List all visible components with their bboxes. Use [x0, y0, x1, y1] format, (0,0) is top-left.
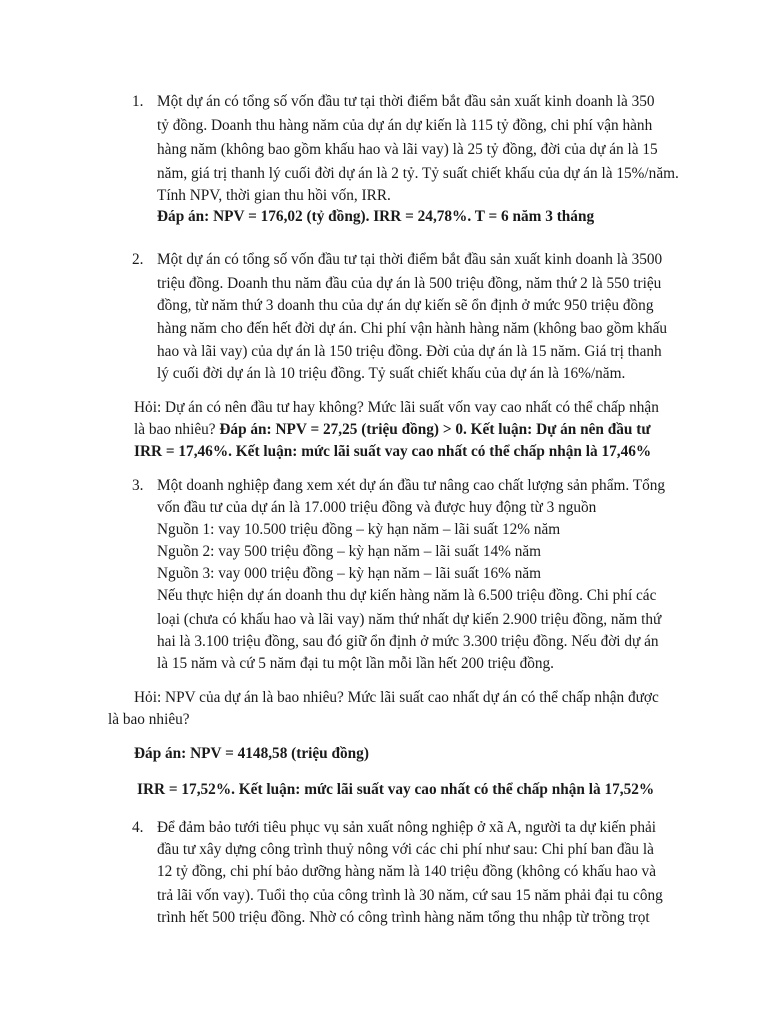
- problem-number: 2.: [132, 251, 144, 268]
- problem-text-line: năm, giá trị thanh lý cuối đời dự án là 2 tỷ. Tỷ suất chiết khấu của dự án là 15%/năm.: [157, 165, 679, 182]
- problem-text-line: hàng năm cho đến hết đời dự án. Chi phí vận hành hàng năm (không bao gồm khấu: [157, 320, 668, 337]
- problem-text-line: vốn đầu tư của dự án là 17.000 triệu đồng và được huy động từ 3 nguồn: [157, 499, 597, 516]
- problem-text-line: đầu tư xây dựng công trình thuỷ nông với các chi phí như sau: Chi phí ban đầu là: [157, 841, 654, 858]
- question-line: Hỏi: Dự án có nên đầu tư hay không? Mức lãi suất vốn vay cao nhất có thể chấp nhận: [134, 399, 659, 416]
- problem-text-line: hai là 3.100 triệu đồng, sau đó giữ ổn định ở mức 3.300 triệu đồng. Nếu đời dự án: [157, 633, 659, 650]
- answer-line: Đáp án: NPV = 176,02 (tỷ đồng). IRR = 24,78%. T = 6 năm 3 tháng: [157, 208, 595, 225]
- problem-text-line: Nếu thực hiện dự án doanh thu dự kiến hàng năm là 6.500 triệu đồng. Chi phí các: [157, 587, 657, 604]
- answer-text: Đáp án: NPV = 27,25 (triệu đồng) > 0. Kết luận: Dự án nên đầu tư: [219, 421, 651, 438]
- problem-text-line: Một dự án có tổng số vốn đầu tư tại thời điểm bắt đầu sản xuất kinh doanh là 350: [157, 93, 655, 110]
- problem-text-line: Nguồn 2: vay 500 triệu đồng – kỳ hạn năm – lãi suất 14% năm: [157, 543, 542, 560]
- problem-number: 4.: [132, 819, 144, 836]
- problem-text-line: 12 tỷ đồng, chi phí bảo dưỡng hàng năm là 140 triệu đồng (không có khấu hao và: [157, 863, 656, 880]
- question-line: Hỏi: NPV của dự án là bao nhiêu? Mức lãi suất cao nhất dự án có thể chấp nhận được: [134, 689, 659, 706]
- problem-text-line: tỷ đồng. Doanh thu hàng năm của dự án dự kiến là 115 tỷ đồng, chi phí vận hành: [157, 117, 653, 134]
- problem-text-line: triệu đồng. Doanh thu năm đầu của dự án là 500 triệu đồng, năm thứ 2 là 550 triệu: [157, 275, 662, 292]
- problem-text-line: Tính NPV, thời gian thu hồi vốn, IRR.: [157, 187, 391, 204]
- problem-text-line: đồng, từ năm thứ 3 doanh thu của dự án dự kiến sẽ ổn định ở mức 950 triệu đồng: [157, 297, 654, 314]
- answer-line: IRR = 17,52%. Kết luận: mức lãi suất vay cao nhất có thể chấp nhận là 17,52%: [137, 781, 655, 798]
- problem-text-line: Để đảm bảo tưới tiêu phục vụ sản xuất nông nghiệp ở xã A, người ta dự kiến phải: [157, 819, 657, 836]
- problem-text-line: Một dự án có tổng số vốn đầu tư tại thời điểm bắt đầu sản xuất kinh doanh là 3500: [157, 251, 663, 268]
- problem-text-line: là 15 năm và cứ 5 năm đại tu một lần mỗi lần hết 200 triệu đồng.: [157, 655, 555, 672]
- question-text: là bao nhiêu?: [134, 421, 220, 438]
- problem-text-line: lý cuối đời dự án là 10 triệu đồng. Tỷ suất chiết khấu của dự án là 16%/năm.: [157, 365, 626, 382]
- problem-text-line: Nguồn 3: vay 000 triệu đồng – kỳ hạn năm – lãi suất 16% năm: [157, 565, 542, 582]
- answer-line: IRR = 17,46%. Kết luận: mức lãi suất vay cao nhất có thể chấp nhận là 17,46%: [134, 443, 652, 460]
- problem-text-line: trình hết 500 triệu đồng. Nhờ có công trình hàng năm tổng thu nhập từ trồng trọt: [157, 909, 650, 926]
- question-line: là bao nhiêu?: [108, 711, 190, 728]
- problem-number: 1.: [132, 93, 144, 110]
- problem-text-line: loại (chưa có khấu hao và lãi vay) năm thứ nhất dự kiến 2.900 triệu đồng, năm thứ: [157, 611, 662, 628]
- problem-text-line: Một doanh nghiệp đang xem xét dự án đầu tư nâng cao chất lượng sản phẩm. Tổng: [157, 477, 666, 494]
- answer-line: Đáp án: NPV = 4148,58 (triệu đồng): [134, 745, 369, 762]
- problem-text-line: trả lãi vốn vay). Tuổi thọ của công trình là 30 năm, cứ sau 15 năm phải đại tu công: [157, 887, 663, 904]
- problem-text-line: hao và lãi vay) của dự án là 150 triệu đồng. Đời của dự án là 15 năm. Giá trị thanh: [157, 343, 662, 360]
- problem-number: 3.: [132, 477, 144, 494]
- problem-text-line: Nguồn 1: vay 10.500 triệu đồng – kỳ hạn năm – lãi suất 12% năm: [157, 521, 561, 538]
- question-answer-line: [134, 420, 651, 440]
- problem-text-line: hàng năm (không bao gồm khấu hao và lãi vay) là 25 tỷ đồng, đời của dự án là 15: [157, 141, 658, 158]
